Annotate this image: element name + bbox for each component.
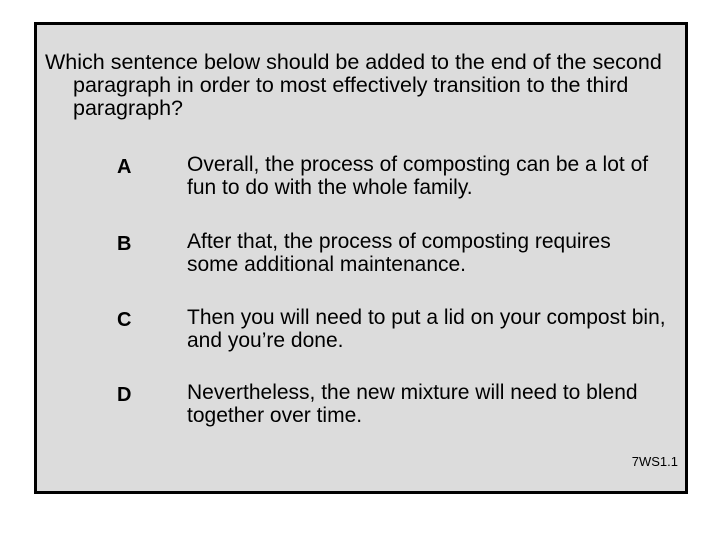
option-text: Overall, the process of composting can be a lot of fun to do with the whole family. (187, 153, 649, 199)
option-letter: A (117, 156, 132, 178)
option-letter: B (117, 233, 132, 255)
answer-options (37, 25, 685, 491)
standard-code: 7WS1.1 (631, 454, 678, 469)
question-panel (34, 22, 688, 494)
option-letter: D (117, 384, 132, 406)
option-letter: C (117, 309, 132, 331)
option-text: Nevertheless, the new mixture will need to blend together over time. (187, 381, 638, 427)
option-text: After that, the process of composting requires some additional maintenance. (187, 230, 611, 276)
option-text: Then you will need to put a lid on your compost bin, and you’re done. (187, 306, 666, 352)
question-text: Which sentence below should be added to the end of the second paragraph in order to most effectively transition to the third paragraph? (45, 50, 662, 120)
